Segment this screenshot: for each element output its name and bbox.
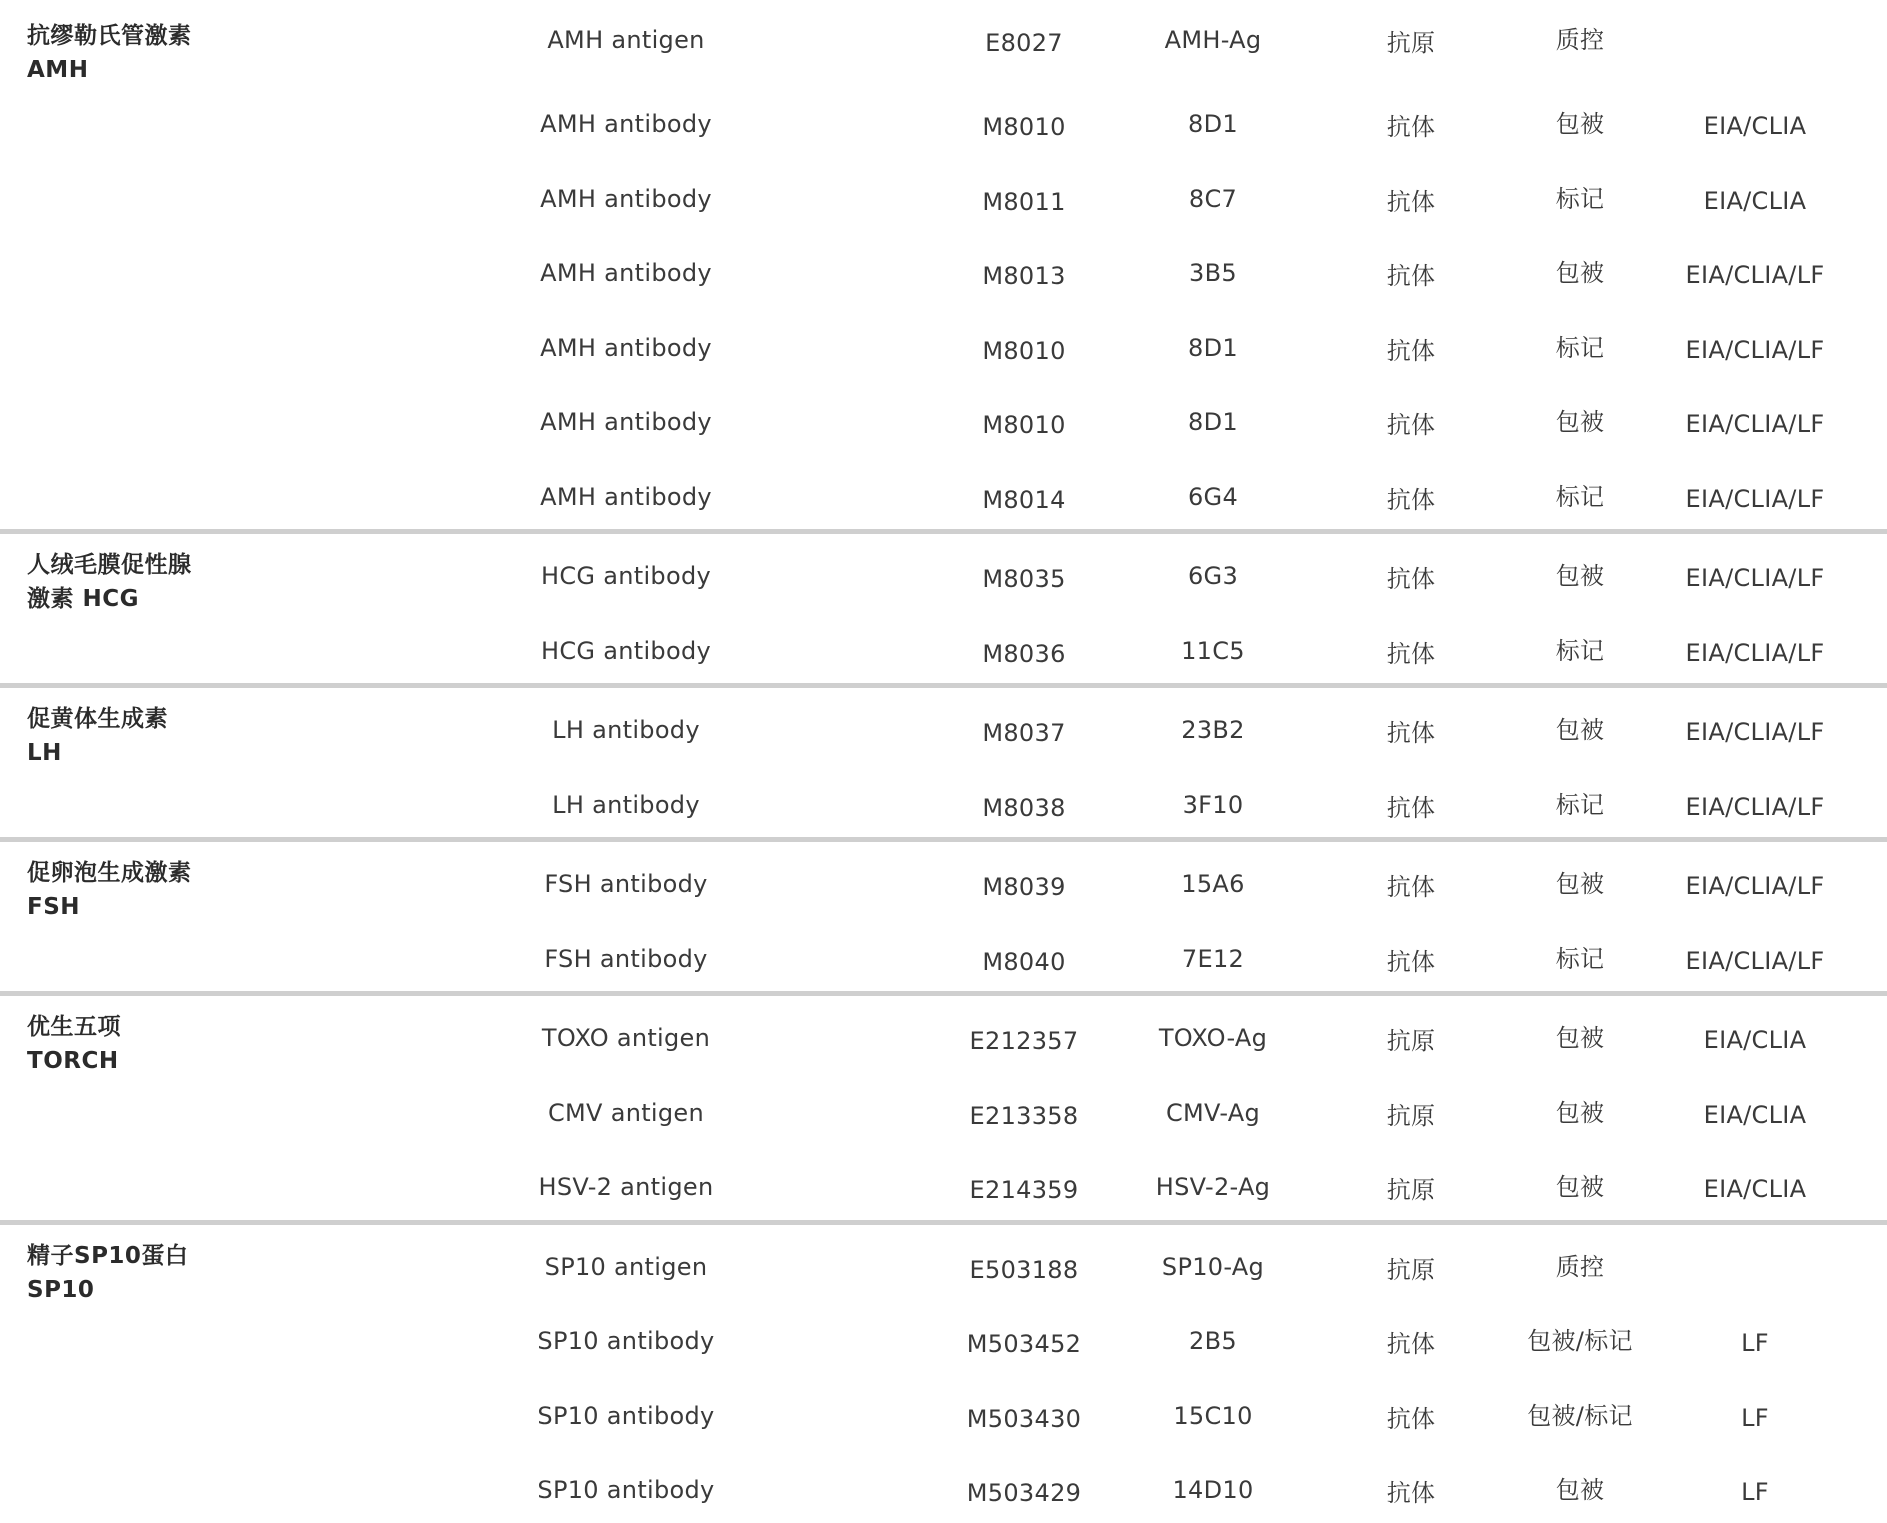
material-type-cell: 抗原	[1386, 29, 1436, 57]
clone-id-cell: 23B2	[1181, 716, 1245, 744]
group-name-en: FSH	[27, 894, 81, 920]
product-name-cell: AMH antigen	[547, 26, 705, 54]
table-row	[0, 534, 1887, 609]
usage-cell: 标记	[1555, 184, 1605, 213]
clone-id-cell: 7E12	[1181, 944, 1245, 973]
clone-id-cell: 8C7	[1188, 184, 1238, 213]
table-row	[0, 996, 1887, 1071]
material-type-cell: 抗体	[1386, 113, 1436, 141]
group-name-cn: 优生五项	[27, 1014, 121, 1040]
product-name-cell: SP10 antigen	[544, 1252, 708, 1281]
product-group	[0, 1220, 1887, 1523]
material-type-cell: 抗原	[1386, 1176, 1436, 1204]
application-cell: EIA/CLIA/LF	[1685, 261, 1825, 289]
material-type-cell: 抗体	[1386, 565, 1436, 593]
catalog-code-cell: M503452	[966, 1330, 1082, 1358]
material-type-cell: 抗体	[1386, 1330, 1436, 1358]
group-name-cn: 精子SP10蛋白	[27, 1242, 189, 1269]
application-cell: EIA/CLIA/LF	[1685, 718, 1825, 746]
table-row	[0, 455, 1887, 530]
application-cell: LF	[1741, 1478, 1769, 1506]
clone-id-cell: 6G4	[1187, 482, 1239, 511]
application-cell: EIA/CLIA	[1703, 1026, 1807, 1054]
catalog-code-cell: M8014	[982, 485, 1066, 514]
table-row	[0, 82, 1887, 157]
application-cell: EIA/CLIA/LF	[1685, 946, 1825, 975]
usage-cell: 包被	[1555, 259, 1605, 287]
application-cell: EIA/CLIA/LF	[1685, 335, 1825, 364]
catalog-code-cell: M503429	[966, 1479, 1082, 1507]
catalog-code-cell: M8010	[982, 113, 1066, 141]
product-name-cell: AMH antibody	[540, 333, 712, 362]
catalog-code-cell: E214359	[969, 1176, 1079, 1204]
material-type-cell: 抗原	[1386, 1027, 1436, 1055]
product-name-cell: AMH antibody	[540, 259, 712, 287]
catalog-code-cell: M503430	[966, 1404, 1082, 1433]
usage-cell: 标记	[1555, 790, 1605, 819]
clone-id-cell: 15C10	[1173, 1401, 1253, 1430]
usage-cell: 包被/标记	[1527, 1327, 1633, 1355]
catalog-code-cell: E213358	[969, 1101, 1079, 1130]
application-cell: EIA/CLIA/LF	[1685, 564, 1825, 592]
catalog-code-cell: E8027	[985, 29, 1063, 57]
catalog-code-cell: E503188	[969, 1255, 1079, 1284]
table-row	[0, 609, 1887, 684]
product-group	[0, 837, 1887, 991]
application-cell: EIA/CLIA/LF	[1685, 872, 1825, 900]
product-name-cell: FSH antibody	[544, 870, 708, 898]
application-cell: EIA/CLIA/LF	[1685, 638, 1825, 667]
product-name-cell: FSH antibody	[544, 944, 708, 973]
usage-cell: 包被	[1555, 562, 1605, 590]
clone-id-cell: CMV-Ag	[1165, 1098, 1261, 1127]
product-name-cell: AMH antibody	[540, 110, 712, 138]
product-name-cell: HCG antibody	[541, 636, 711, 665]
catalog-code-cell: M8039	[982, 873, 1066, 901]
clone-id-cell: 11C5	[1181, 636, 1245, 665]
material-type-cell: 抗体	[1386, 262, 1436, 290]
catalog-code-cell: M8010	[982, 411, 1066, 439]
usage-cell: 质控	[1555, 1252, 1605, 1281]
product-name-cell: LH antibody	[552, 790, 700, 819]
table-row	[0, 306, 1887, 381]
table-row	[0, 763, 1887, 838]
usage-cell: 标记	[1555, 944, 1605, 973]
table-row	[0, 0, 1887, 82]
product-name-cell: AMH antibody	[540, 482, 712, 511]
clone-id-cell: 15A6	[1181, 870, 1245, 898]
clone-id-cell: 3B5	[1189, 259, 1237, 287]
application-cell: EIA/CLIA/LF	[1685, 792, 1825, 821]
catalog-code-cell: M8011	[982, 187, 1066, 216]
clone-id-cell: 8D1	[1188, 333, 1238, 362]
product-name-cell: AMH antibody	[540, 408, 712, 436]
material-type-cell: 抗体	[1386, 411, 1436, 439]
usage-cell: 包被	[1555, 110, 1605, 138]
application-cell: EIA/CLIA	[1703, 186, 1807, 215]
product-name-cell: AMH antibody	[540, 184, 712, 213]
group-name-en: TORCH	[27, 1048, 119, 1074]
table-row	[0, 1145, 1887, 1220]
clone-id-cell: 8D1	[1188, 110, 1238, 138]
material-type-cell: 抗体	[1386, 719, 1436, 747]
catalog-code-cell: M8035	[982, 565, 1066, 593]
material-type-cell: 抗体	[1386, 793, 1436, 822]
clone-id-cell: 8D1	[1188, 408, 1238, 436]
material-type-cell: 抗体	[1386, 485, 1436, 514]
application-cell: EIA/CLIA	[1703, 1100, 1807, 1129]
usage-cell: 标记	[1555, 482, 1605, 511]
table-row	[0, 842, 1887, 917]
catalog-code-cell: M8040	[982, 947, 1066, 976]
usage-cell: 包被	[1555, 716, 1605, 744]
group-name-en: AMH	[27, 57, 89, 83]
product-group	[0, 991, 1887, 1220]
catalog-code-cell: M8036	[982, 639, 1066, 668]
clone-id-cell: HSV-2-Ag	[1155, 1173, 1271, 1201]
group-name-en: SP10	[27, 1276, 95, 1303]
table-row	[0, 380, 1887, 455]
product-name-cell: HCG antibody	[541, 562, 711, 590]
usage-cell: 包被	[1555, 1173, 1605, 1201]
material-type-cell: 抗体	[1386, 187, 1436, 216]
product-name-cell: HSV-2 antigen	[538, 1173, 714, 1201]
catalog-code-cell: E212357	[969, 1027, 1079, 1055]
table-row	[0, 157, 1887, 232]
clone-id-cell: SP10-Ag	[1161, 1252, 1265, 1281]
application-cell: LF	[1741, 1403, 1769, 1432]
product-name-cell: CMV antigen	[547, 1098, 705, 1127]
usage-cell: 包被	[1555, 1098, 1605, 1127]
catalog-code-cell: M8010	[982, 336, 1066, 365]
table-row	[0, 1299, 1887, 1374]
clone-id-cell: 2B5	[1189, 1327, 1237, 1355]
application-cell: EIA/CLIA/LF	[1685, 484, 1825, 513]
usage-cell: 标记	[1555, 333, 1605, 362]
catalog-code-cell: M8038	[982, 793, 1066, 822]
application-cell: EIA/CLIA	[1703, 1175, 1807, 1203]
clone-id-cell: 3F10	[1182, 790, 1244, 819]
material-type-cell: 抗体	[1386, 947, 1436, 976]
material-type-cell: 抗体	[1386, 639, 1436, 668]
usage-cell: 标记	[1555, 636, 1605, 665]
usage-cell: 包被	[1555, 1024, 1605, 1052]
usage-cell: 包被	[1555, 870, 1605, 898]
product-group	[0, 529, 1887, 683]
catalog-code-cell: M8037	[982, 719, 1066, 747]
product-name-cell: SP10 antibody	[537, 1401, 715, 1430]
table-row	[0, 1225, 1887, 1300]
table-row	[0, 1448, 1887, 1523]
application-cell: LF	[1741, 1329, 1769, 1357]
table-row	[0, 688, 1887, 763]
table-row	[0, 1374, 1887, 1449]
application-cell: EIA/CLIA	[1703, 112, 1807, 140]
material-type-cell: 抗原	[1386, 1255, 1436, 1284]
product-name-cell: LH antibody	[552, 716, 700, 744]
table-row	[0, 1071, 1887, 1146]
usage-cell: 质控	[1555, 26, 1605, 54]
usage-cell: 包被	[1555, 1476, 1605, 1504]
product-group	[0, 683, 1887, 837]
group-name-cn: 促卵泡生成激素	[27, 860, 192, 886]
table-row	[0, 917, 1887, 992]
table-row	[0, 231, 1887, 306]
usage-cell: 包被	[1555, 408, 1605, 436]
clone-id-cell: 6G3	[1187, 562, 1239, 590]
product-group	[0, 0, 1887, 529]
clone-id-cell: TOXO-Ag	[1158, 1024, 1268, 1052]
product-name-cell: SP10 antibody	[537, 1476, 715, 1504]
group-name-en: 激素 HCG	[27, 586, 140, 612]
usage-cell: 包被/标记	[1527, 1401, 1633, 1430]
group-name-en: LH	[27, 740, 62, 766]
clone-id-cell: AMH-Ag	[1164, 26, 1262, 54]
material-type-cell: 抗原	[1386, 1101, 1436, 1130]
material-type-cell: 抗体	[1386, 1404, 1436, 1433]
product-name-cell: TOXO antigen	[541, 1024, 711, 1052]
group-name-cn: 人绒毛膜促性腺	[27, 552, 192, 578]
catalog-code-cell: M8013	[982, 262, 1066, 290]
application-cell: EIA/CLIA/LF	[1685, 410, 1825, 438]
group-name-cn: 促黄体生成素	[27, 706, 168, 732]
material-type-cell: 抗体	[1386, 336, 1436, 365]
group-name-cn: 抗缪勒氏管激素	[27, 23, 192, 49]
product-name-cell: SP10 antibody	[537, 1327, 715, 1355]
clone-id-cell: 14D10	[1172, 1476, 1254, 1504]
material-type-cell: 抗体	[1386, 873, 1436, 901]
material-type-cell: 抗体	[1386, 1479, 1436, 1507]
